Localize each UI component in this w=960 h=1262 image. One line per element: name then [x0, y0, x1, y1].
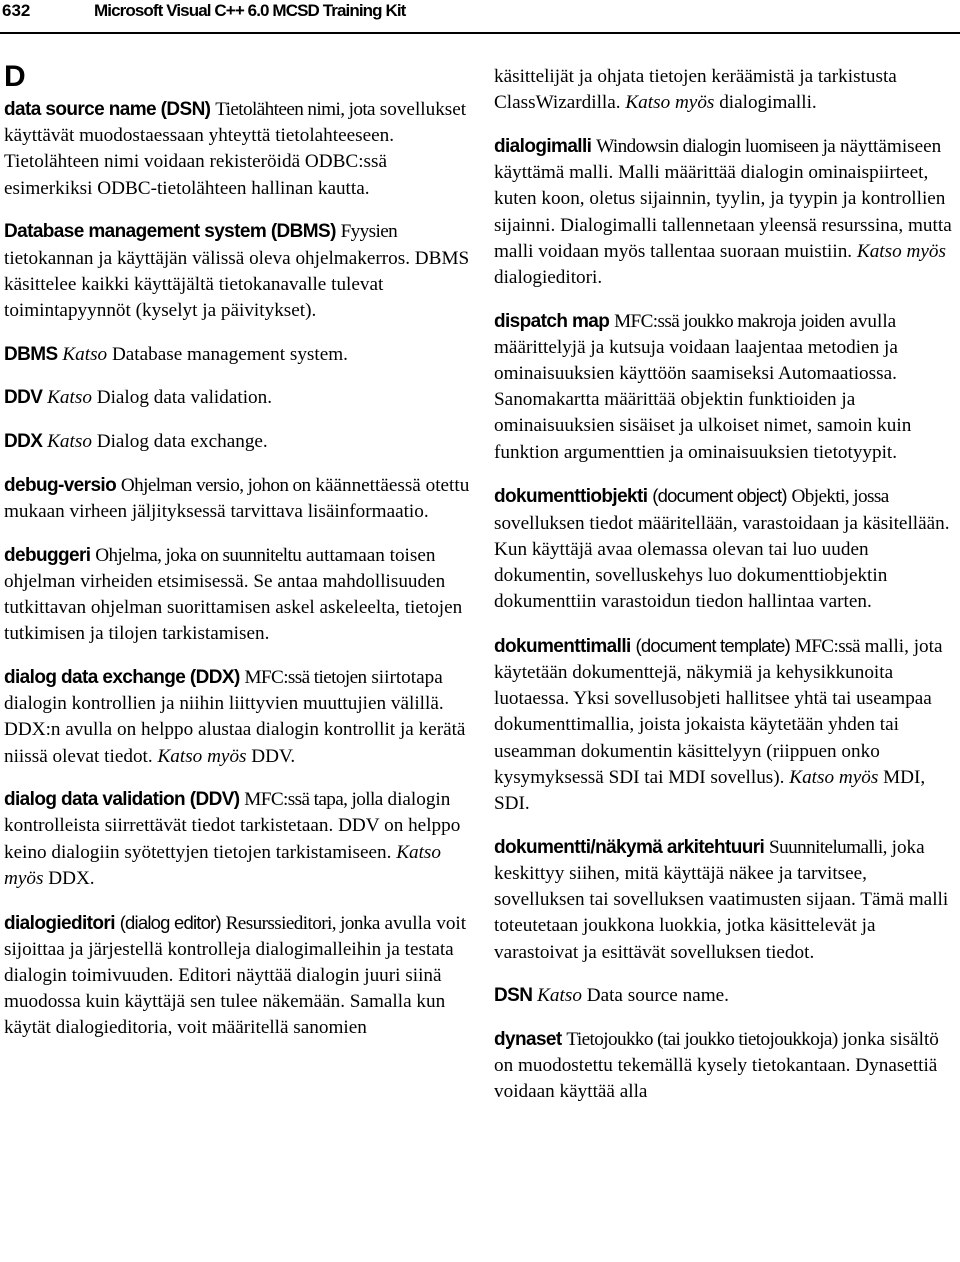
- left-column: [4, 60, 470, 1059]
- definition-text: sovellukset käyttävät muodostaessaan yhteyttä tietolahteeseen. Tietolähteen nimi voidaan rekisteröidä ODBC:ssä esimerkiksi ODBC-tietolähteen hallinan kautta.: [4, 99, 467, 199]
- glossary-entry: [494, 64, 960, 116]
- see-also-label: Katso myös: [625, 92, 715, 114]
- definition-text: dialogin kontrolleista siirrettävät tiedot tarkistetaan. DDV on helppo keino dialogiin syötettyjen tietojen tarkistamiseen.: [4, 789, 461, 863]
- glossary-entry: [494, 835, 960, 966]
- glossary-entry: [4, 385, 470, 411]
- definition-text: malli, jota käytetään dokumenttejä, näkymiä ja kehysikkunoita luotaessa. Yksi sovellusobjeti hallitsee yhtä tai useampaa dokumenttimallia, joista jokaista käytetään yhden tai useamman dokumentin käsittelyyn (riippuen onko kysymyksessä SDI tai MDI sovellus).: [494, 635, 943, 788]
- glossary-term: DSN: [494, 985, 533, 1007]
- glossary-entry: [4, 473, 470, 525]
- definition-lead: Tietolähteen nimi, jota: [215, 99, 375, 120]
- see-also-target: dialogimalli.: [719, 92, 817, 114]
- glossary-term-english: (dialog editor): [119, 911, 221, 933]
- definition-text: käsittelijät ja ohjata tietojen keräämistä ja tarkistusta ClassWizardilla.: [494, 66, 897, 114]
- section-letter: D: [4, 60, 26, 93]
- glossary-entry: [4, 665, 470, 770]
- see-also-label: Katso myös: [856, 240, 946, 262]
- definition-lead: MFC:ssä tapa, jolla: [244, 789, 383, 811]
- glossary-term: debuggeri: [4, 544, 91, 566]
- glossary-entry: [494, 1027, 960, 1106]
- definition-lead: Objekti, jossa: [791, 486, 889, 508]
- glossary-term: DDX: [4, 431, 43, 453]
- definition-text: jonka sisältö on muodostettu tekemällä kysely tietokantaan. Dynasettiä voidaan käyttää alla: [494, 1029, 939, 1103]
- glossary-term: dialog data exchange (DDX): [4, 666, 240, 688]
- glossary-term: debug-versio: [4, 474, 117, 496]
- see-also-label: Katso myös: [4, 841, 441, 889]
- glossary-entry: [4, 219, 470, 324]
- definition-lead: Ohjelman versio, johon on: [120, 474, 311, 496]
- glossary-term-english: (document template): [635, 634, 790, 656]
- see-also-target: DDV.: [251, 745, 296, 767]
- glossary-entry: [4, 543, 470, 648]
- glossary-entry: [4, 787, 470, 892]
- see-also-target: Dialog data validation.: [96, 387, 273, 409]
- book-title: Microsoft Visual C++ 6.0 MCSD Training Kit: [94, 1, 406, 20]
- definition-lead: Suunnitelumalli,: [769, 836, 887, 858]
- glossary-term: DBMS: [4, 343, 58, 365]
- definition-text: tietokannan ja käyttäjän välissä oleva ohjelmakerros. DBMS käsittelee kaikki käyttäjältä tietokanavalle tulevat toimintapyynnöt (kyselyt ja päivitykset).: [4, 247, 470, 321]
- definition-text: joka keskittyy siihen, mitä käyttäjä näkee ja tarvitsee, sovelluksen tai sovelluksen vaatimusten sijaan. Tämä malli toteutetaan joukkona luokkia, jotka käsittelevät ja varastoivat ja esittävät sovelluksen tiedot.: [494, 836, 949, 963]
- glossary-entry: [4, 342, 470, 368]
- definition-text: käännettäessä otettu mukaan virheen jäljityksessä tarvittava lisäinformaatio.: [4, 474, 470, 522]
- definition-text: auttamaan toisen ohjelman virheiden etsimisessä. Se antaa mahdollisuuden tutkittavan ohjelman suorittamisen askel askeleelta, tietojen tutkimisen ja tilojen tarkistamisen.: [4, 544, 463, 645]
- see-also-label: Katso: [47, 431, 92, 453]
- glossary-term: dialogimalli: [494, 135, 592, 157]
- running-header: [0, 0, 960, 32]
- definition-lead: Ohjelma, joka on suunniteltu: [95, 544, 302, 566]
- definition-lead: Fyysien: [340, 221, 398, 243]
- glossary-term: Database management system (DBMS): [4, 221, 336, 243]
- definition-text: näyttämiseen käyttämä malli. Malli määrittää dialogin ominaispiirteet, kuten koon, oletus sijainnin, tyylin, ja tyypin ja kontrollien sijainni. Dialogimalli tallennetaan yleensä resurssina, mutta malli voidaan myös tallentaa suoraan muistiin.: [494, 135, 952, 262]
- glossary-entry: [494, 309, 960, 466]
- glossary-term: dynaset: [494, 1029, 562, 1050]
- glossary-term: dispatch map: [494, 310, 610, 332]
- glossary-term: dialogieditori: [4, 912, 115, 934]
- see-also-label: Katso myös: [789, 766, 879, 788]
- glossary-entry: [494, 633, 960, 817]
- see-also-target: MDI, SDI.: [494, 766, 926, 815]
- definition-text: sovelluksen tiedot määritellään, varastoidaan ja käsitellään. Kun käyttäjä avaa olemassa olevan tai luo uuden dokumentin, sovelluskehys luo dokumenttiobjektin dokumenttiin varastoidun tiedon hallintaa varten.: [494, 512, 950, 613]
- definition-text: avulla voit sijoittaa ja järjestellä kontrolleja dialogimalleihin ja testata dialogin toimivuuden. Editori näyttää dialogin juuri siinä muodossa kuin käyttäjä sen tulee näkemään. Samalla kun käytät dialogieditoria, voit määritellä sanomien: [4, 912, 467, 1039]
- see-also-target: Data source name.: [586, 985, 729, 1007]
- glossary-entry: [4, 429, 470, 455]
- glossary-term: dokumenttiobjekti: [494, 486, 648, 508]
- glossary-entry: [4, 97, 470, 202]
- header-rule: [0, 32, 960, 34]
- page-number: 632: [2, 1, 31, 20]
- glossary-entry: [494, 134, 960, 291]
- see-also-target: Dialog data exchange.: [96, 431, 268, 453]
- definition-lead: Windowsin dialogin luomiseen ja: [596, 135, 836, 157]
- glossary-entry: [494, 483, 960, 615]
- glossary-entry: [4, 910, 470, 1042]
- glossary-term-english: (document object): [652, 485, 787, 507]
- definition-lead: Resurssieditori, jonka: [225, 912, 380, 934]
- see-also-target: DDX.: [48, 867, 95, 889]
- glossary-term: data source name (DSN): [4, 99, 211, 120]
- glossary-term: DDV: [4, 387, 43, 409]
- see-also-target: dialogieditori.: [494, 266, 603, 288]
- definition-lead: MFC:ssä: [794, 635, 860, 657]
- glossary-entry: [494, 983, 960, 1009]
- glossary-term: dokumenttimalli: [494, 635, 631, 657]
- definition-lead: Tietojoukko (tai joukko tietojoukkoja): [566, 1029, 838, 1050]
- definition-text: avulla määrittelyjä ja kutsuja voidaan laajentaa metodien ja ominaisuuksien käyttöön saamiseksi Automaatiossa. Sanomakartta määrittää objektin funktioiden ja ominaisuuksien sisäiset ja ulkoiset nimet, samoin kuin funktion argumenttien ja ominaisuuksien tietotyypit.: [494, 310, 912, 463]
- right-column: [494, 64, 960, 1123]
- see-also-label: Katso: [62, 343, 108, 365]
- definition-text: siirtotapa dialogin kontrollien ja niihin liittyvien muuttujien välillä. DDX:n avulla on helppo alustaa dialogin kontrollit ja kerätä niissä olevat tiedot.: [4, 666, 466, 767]
- see-also-label: Katso myös: [157, 745, 247, 767]
- definition-lead: MFC:ssä tietojen: [244, 666, 367, 688]
- see-also-label: Katso: [537, 985, 582, 1007]
- see-also-label: Katso: [47, 387, 92, 409]
- glossary-term: dialog data validation (DDV): [4, 789, 240, 811]
- see-also-target: Database management system.: [111, 343, 348, 365]
- glossary-term: dokumentti/näkymä arkitehtuuri: [494, 836, 765, 858]
- definition-lead: MFC:ssä joukko makroja joiden: [614, 310, 845, 332]
